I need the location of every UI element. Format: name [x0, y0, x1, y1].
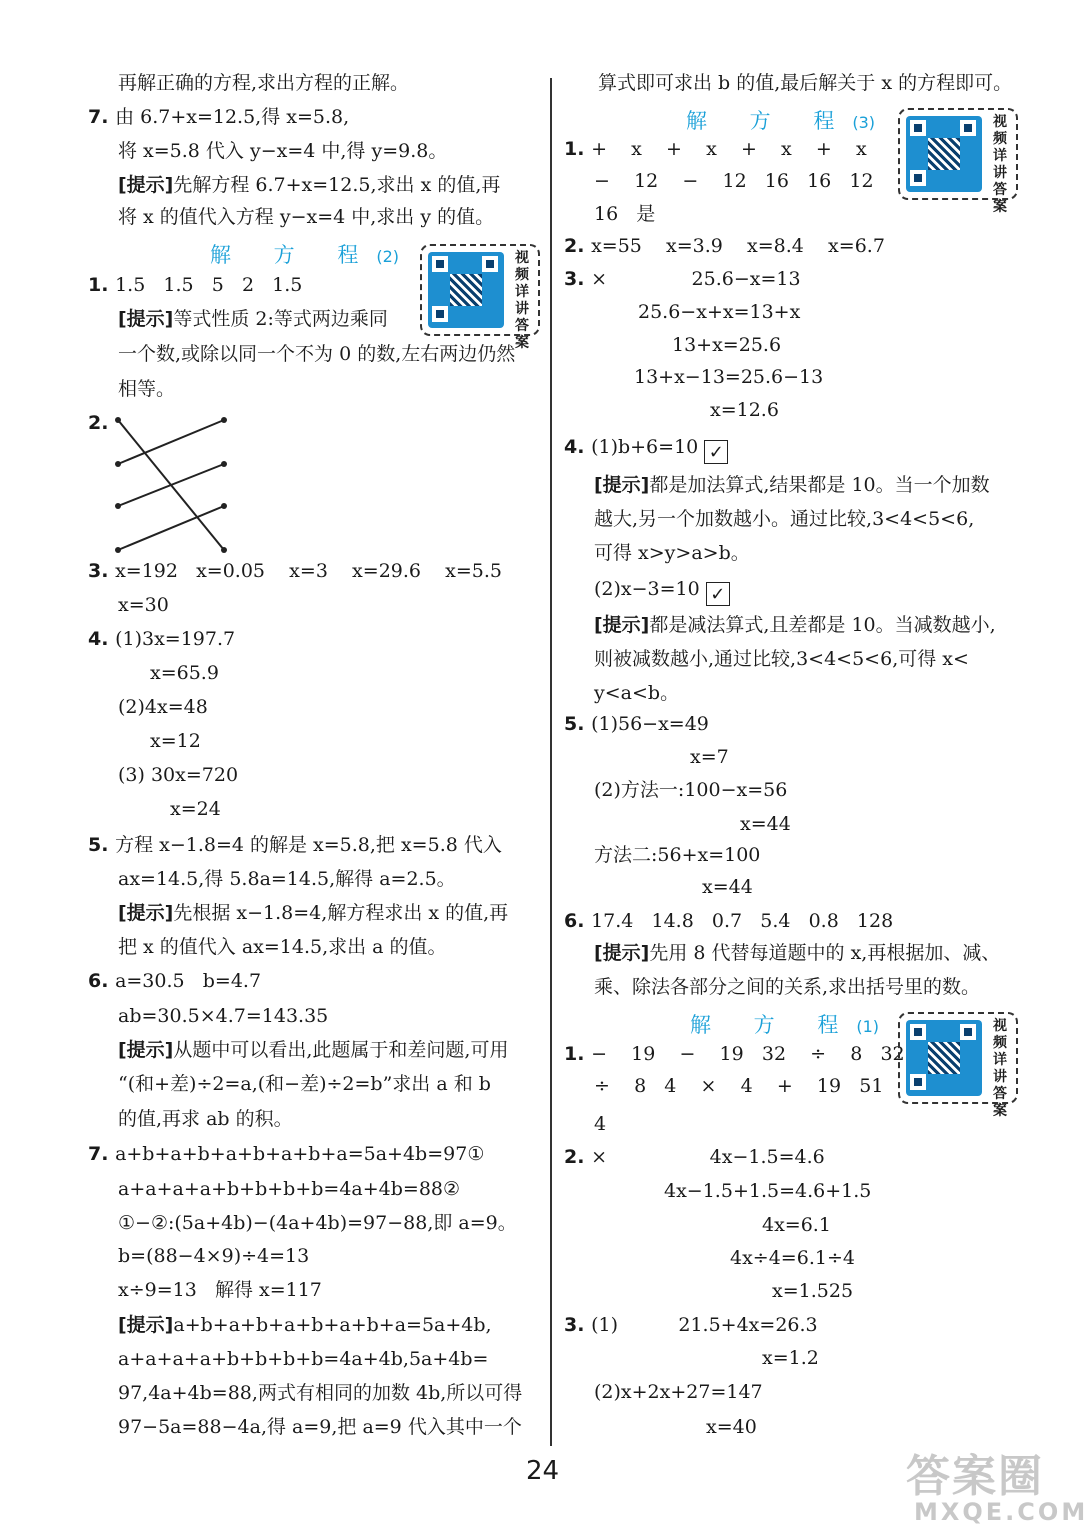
line-text: ①−②:(5a+4b)−(4a+4b)=97−88,即 a=9。: [118, 1212, 517, 1234]
line-text: 97−5a=88−4a,得 a=9,把 a=9 代入其中一个: [118, 1416, 522, 1438]
figure-dot: [221, 547, 227, 553]
question-number: 3.: [564, 268, 592, 290]
line-text: (1) 21.5+4x=26.3: [591, 1314, 818, 1336]
question-number: 1.: [88, 274, 116, 296]
qr-code-icon: [420, 244, 540, 351]
line-text: “(和+差)÷2=a,(和−差)÷2=b”求出 a 和 b: [118, 1073, 491, 1095]
figure-connector-line: [118, 506, 224, 550]
page-number: 24: [526, 1456, 560, 1486]
line-text: − 12 − 12 16 16 12: [594, 170, 874, 192]
line-text: x÷9=13 解得 x=117: [118, 1279, 322, 1301]
section-title-main: 解 方 程: [686, 109, 853, 133]
line-text: x=12: [150, 730, 201, 752]
line-text: x=44: [702, 876, 753, 898]
question-number: 3.: [564, 1314, 592, 1336]
section-title-number: (2): [376, 247, 400, 266]
line-text: 的值,再求 ab 的积。: [118, 1108, 293, 1130]
line-text: 由 6.7+x=12.5,得 x=5.8,: [115, 106, 350, 128]
check-box-icon: ✓: [704, 440, 728, 464]
line-text: (2)4x=48: [118, 696, 208, 718]
section-title-main: 解 方 程: [210, 243, 377, 267]
figure-dot: [115, 503, 121, 509]
qr-code-icon: [898, 1012, 1018, 1119]
figure-dot: [221, 461, 227, 467]
question-number: 1.: [564, 1043, 592, 1065]
line-text: a+a+a+a+b+b+b+b=4a+4b,5a+4b=: [118, 1348, 489, 1370]
line-text: 16 是: [594, 203, 656, 225]
line-text: 把 x 的值代入 ax=14.5,求出 a 的值。: [118, 936, 447, 958]
line-text: 4x÷4=6.1÷4: [730, 1247, 855, 1269]
section-title-main: 解 方 程: [690, 1013, 857, 1037]
qr-pattern-icon: [906, 1020, 982, 1096]
line-text: x=192 x=0.05 x=3 x=29.6 x=5.5: [115, 560, 503, 582]
line-text: a+b+a+b+a+b+a+b+a=5a+4b=97①: [115, 1143, 485, 1165]
line-text: y<a<b。: [594, 682, 680, 704]
line-text: x=7: [690, 746, 729, 768]
line-text: 相等。: [118, 378, 176, 400]
hint-label: [提示]: [594, 474, 650, 496]
qr-data-icon: [450, 274, 482, 306]
line-text: (2)方法一:100−x=56: [594, 779, 788, 801]
question-number: 7.: [88, 1143, 116, 1165]
line-text: 4: [594, 1113, 607, 1135]
qr-finder-icon: [432, 306, 448, 322]
hint-label: [提示]: [118, 308, 174, 330]
line-text: 将 x=5.8 代入 y−x=4 中,得 y=9.8。: [118, 140, 448, 162]
check-box-icon: ✓: [706, 582, 730, 606]
qr-pattern-icon: [906, 116, 982, 192]
line-text: ax=14.5,得 5.8a=14.5,解得 a=2.5。: [118, 868, 456, 890]
line-text: 乘、除法各部分之间的关系,求出括号里的数。: [594, 976, 981, 998]
watermark-text-bottom: MXQE.COM: [914, 1498, 1089, 1526]
line-text: 97,4a+4b=88,两式有相同的加数 4b,所以可得: [118, 1382, 523, 1404]
line-text: 可得 x>y>a>b。: [594, 542, 750, 564]
line-text: 再解正确的方程,求出方程的正解。: [118, 72, 410, 94]
line-text: × 4x−1.5=4.6: [591, 1146, 825, 1168]
hint-label: [提示]: [594, 942, 650, 964]
line-text: 等式性质 2:等式两边乘同: [173, 308, 388, 330]
line-text: 则被减数越小,通过比较,3<4<5<6,可得 x<: [594, 648, 969, 670]
question-number: 2.: [88, 412, 116, 434]
line-text: x=44: [740, 813, 791, 835]
question-number: 5.: [88, 834, 116, 856]
line-text: a+a+a+a+b+b+b+b=4a+4b=88②: [118, 1178, 461, 1200]
question-number: 4.: [564, 436, 592, 458]
line-text: 4x=6.1: [762, 1214, 831, 1236]
question-number: 7.: [88, 106, 116, 128]
line-text: 都是减法算式,且差都是 10。当减数越小,: [649, 614, 996, 636]
question-number: 2.: [564, 235, 592, 257]
line-text: 方法二:56+x=100: [594, 844, 761, 866]
line-text: 先用 8 代替每道题中的 x,再根据加、减、: [649, 942, 1001, 964]
question-number: 6.: [564, 910, 592, 932]
line-text: 将 x 的值代入方程 y−x=4 中,求出 y 的值。: [118, 206, 495, 228]
hint-label: [提示]: [118, 1039, 174, 1061]
line-text: ÷ 8 4 × 4 + 19 51: [594, 1075, 884, 1097]
line-text: (1)3x=197.7: [115, 628, 236, 650]
qr-finder-icon: [910, 1024, 926, 1040]
question-number: 6.: [88, 970, 116, 992]
watermark: [900, 1440, 1089, 1530]
line-text: x=12.6: [710, 399, 779, 421]
qr-finder-icon: [910, 170, 926, 186]
line-text: (2)x+2x+27=147: [594, 1381, 763, 1403]
line-text: a+b+a+b+a+b+a+b+a=5a+4b,: [173, 1314, 492, 1336]
line-text: − 19 − 19 32 ÷ 8 32: [591, 1043, 905, 1065]
line-text: x=30: [118, 594, 169, 616]
line-text: b=(88−4×9)÷4=13: [118, 1245, 310, 1267]
figure-dot: [115, 547, 121, 553]
line-text: (1)b+6=10: [591, 436, 705, 458]
line-text: 算式即可求出 b 的值,最后解关于 x 的方程即可。: [598, 72, 1013, 94]
question-number: 4.: [88, 628, 116, 650]
line-text: 一个数,或除以同一个不为 0 的数,左右两边仍然: [118, 343, 516, 365]
qr-data-icon: [928, 1042, 960, 1074]
line-text: + x + x + x + x: [591, 138, 867, 160]
qr-finder-icon: [960, 120, 976, 136]
figure-connector-line: [118, 464, 224, 506]
line-text: (2)x−3=10: [594, 578, 706, 600]
line-text: (1)56−x=49: [591, 713, 709, 735]
line-text: 先解方程 6.7+x=12.5,求出 x 的值,再: [173, 174, 501, 196]
line-text: ab=30.5×4.7=143.35: [118, 1005, 329, 1027]
line-text: 先根据 x−1.8=4,解方程求出 x 的值,再: [173, 902, 509, 924]
section-title-number: (1): [856, 1017, 880, 1036]
question-number: 2.: [564, 1146, 592, 1168]
qr-finder-icon: [910, 1074, 926, 1090]
figure-dot: [221, 503, 227, 509]
line-text: 从题中可以看出,此题属于和差问题,可用: [173, 1039, 509, 1061]
line-text: x=24: [170, 798, 221, 820]
line-text: × 25.6−x=13: [591, 268, 801, 290]
hint-label: [提示]: [118, 174, 174, 196]
figure-connector-line: [118, 420, 224, 464]
hint-label: [提示]: [118, 902, 174, 924]
line-text: x=1.525: [772, 1280, 854, 1302]
qr-label: 视频详讲答案: [993, 1018, 1007, 1119]
line-text: 13+x−13=25.6−13: [634, 366, 824, 388]
qr-finder-icon: [910, 120, 926, 136]
line-text: x=55 x=3.9 x=8.4 x=6.7: [591, 235, 885, 257]
question-number: 1.: [564, 138, 592, 160]
figure-dot: [115, 461, 121, 467]
hint-label: [提示]: [118, 1314, 174, 1336]
section-title-number: (3): [852, 113, 876, 132]
question-number: 5.: [564, 713, 592, 735]
question-number: 3.: [88, 560, 116, 582]
hint-label: [提示]: [594, 614, 650, 636]
line-text: 方程 x−1.8=4 的解是 x=5.8,把 x=5.8 代入: [115, 834, 502, 856]
qr-label: 视频详讲答案: [515, 250, 529, 351]
qr-label: 视频详讲答案: [993, 114, 1007, 215]
line-text: x=1.2: [762, 1347, 819, 1369]
qr-finder-icon: [482, 256, 498, 272]
figure-dot: [115, 417, 121, 423]
line-text: 都是加法算式,结果都是 10。当一个加数: [649, 474, 990, 496]
line-text: 13+x=25.6: [672, 334, 782, 356]
line-text: x=40: [706, 1416, 757, 1438]
line-text: 越大,另一个加数越小。通过比较,3<4<5<6,: [594, 508, 975, 530]
line-text: (3) 30x=720: [118, 764, 239, 786]
figure-dot: [221, 417, 227, 423]
line-text: 17.4 14.8 0.7 5.4 0.8 128: [591, 910, 894, 932]
line-text: 4x−1.5+1.5=4.6+1.5: [664, 1180, 872, 1202]
line-text: 1.5 1.5 5 2 1.5: [115, 274, 303, 296]
qr-code-icon: [898, 108, 1018, 215]
line-text: x=65.9: [150, 662, 219, 684]
qr-finder-icon: [960, 1024, 976, 1040]
qr-pattern-icon: [428, 252, 504, 328]
line-text: a=30.5 b=4.7: [115, 970, 262, 992]
qr-finder-icon: [432, 256, 448, 272]
watermark-text-top: 答案圈: [906, 1451, 1044, 1502]
qr-data-icon: [928, 138, 960, 170]
line-text: 25.6−x+x=13+x: [638, 301, 801, 323]
